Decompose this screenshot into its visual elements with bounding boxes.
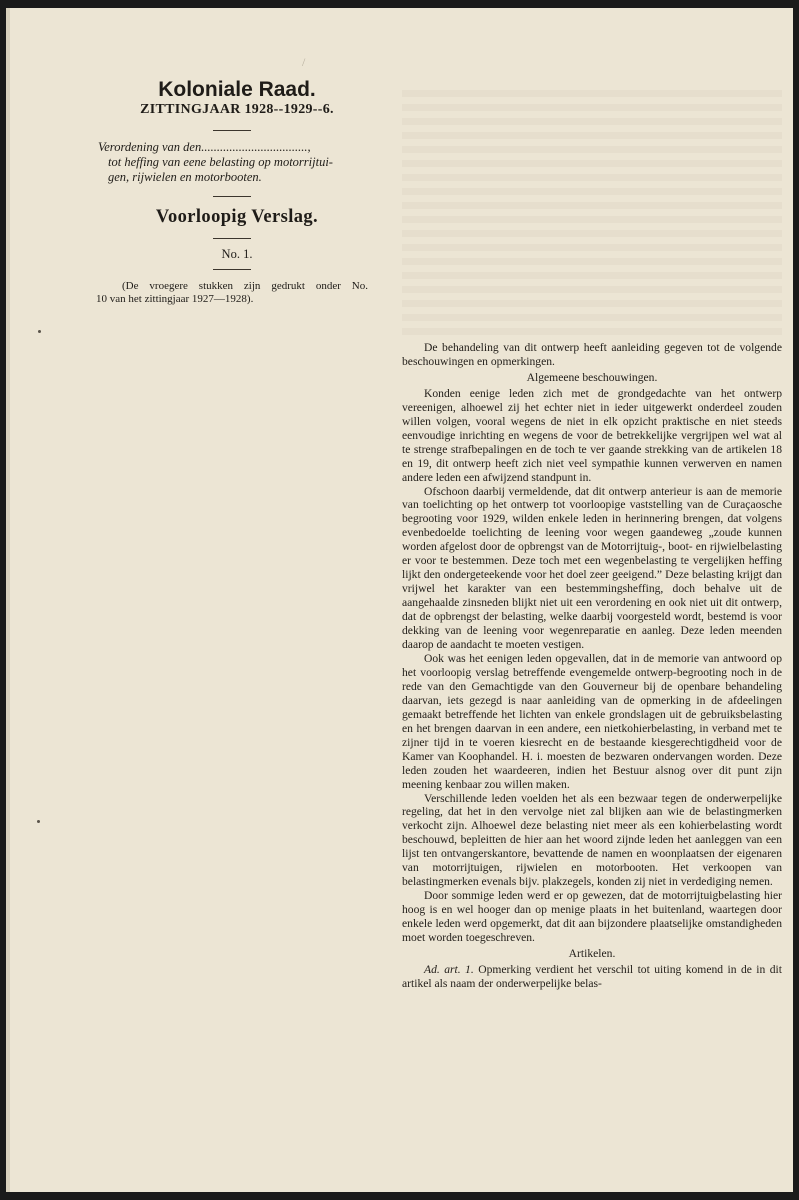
- speck-mark: [38, 330, 41, 333]
- note-line: 10 van het zittingjaar 1927—1928).: [96, 293, 254, 305]
- divider: [213, 130, 251, 131]
- prior-documents-note: [96, 280, 368, 306]
- body-paragraph: Konden eenige leden zich met de grondgedachte van het ontwerp vereenigen, alhoewel zij het echter niet in ieder uitgewerkt onderdeel zouden willen volgen, vooral wegens de niet in elk opzicht praktische en niet steeds eenvoudige inrichting en wegens de voor de betrekkelijke vergrijpen wel wat al te strenge strafbepalingen en de toch te ver gaande strekking van de artikelen 18 en 19, dit ontwerp heeft zich niet veel sympathie kunnen verwerven en namen andere leden een afwijzend standpunt in.: [402, 386, 782, 484]
- page-edge: [6, 8, 10, 1192]
- article-text: Opmerking verdient het verschil tot uiting komend in de in dit artikel als naam der onderwerpelijke belas-: [402, 962, 782, 990]
- section-heading-general: Algemeene beschouwingen.: [526, 370, 658, 384]
- report-number: No. 1.: [221, 247, 253, 261]
- body-paragraph: Verschillende leden voelden het als een bezwaar tegen de onderwerpelijke regeling, dat het in den vervolge niet zal blijken aan wie de belastingmerken verkocht zijn. Alhoewel deze belasting niet meer als een kohierbelasting wordt beschouwd, bepleitten de hier aan het woord zijnde leden het aanleggen van een lijst ten ontvangerskantore, bevattende de namen en woonplaatsen der eigenaren van motorrijtuigen, rijwielen en motorbooten. Het verkoopen van belastingmerken evenals bijv. plakzegels, konden zij niet in verdediging nemen.: [402, 791, 782, 889]
- article-paragraph: [402, 963, 782, 991]
- pencil-mark: /: [302, 55, 306, 69]
- section-heading-articles: Artikelen.: [568, 946, 616, 960]
- report-title: Voorloopig Verslag.: [155, 207, 319, 227]
- ordinance-line: Verordening van den..................................,: [98, 140, 311, 154]
- report-body: [402, 341, 782, 991]
- divider: [213, 269, 251, 270]
- ordinance-description: [96, 140, 368, 185]
- body-paragraph: Door sommige leden werd er op gewezen, dat de motorrijtuigbelasting hier hoog is en wel hooger dan op menige plaats in het buitenland, waartegen door enkele leden werd opgemerkt, dat dit aan bijzondere plaatselijke omstandigheden moet worden toegeschreven.: [402, 889, 782, 945]
- body-paragraph: Ofschoon daarbij vermeldende, dat dit ontwerp anterieur is aan de memorie van toelichting op het ontwerp tot voorloopige vaststelling van de Curaçaosche begrooting voor 1929, wilden enkele leden in herinnering brengen, dat volgens evenbedoelde toelichting de leening voor wegen gaandeweg „zoude kunnen worden afgelost door de opbrengst van de Motorrijtuig-, boot- en rijwielbelasting er voor te bestemmen. Deze toch met een wegenbelasting te vergelijken heffing lijkt den ondergeteekende voor het doel zeer geeigend.” Deze belasting krijgt dan vrijwel het karakter van een bestemmingsheffing, doch behalve uit de aangehaalde zinsneden blijkt niet uit een verordening en ook niet uit dit ontwerp, dat de opbrengst der belasting, welke daarbij voorgesteld wordt, bestemd is voor dekking van de leening voor wegenreparatie en aanleg. Deze leden meenden daarop de aandacht te moeten vestigen.: [402, 484, 782, 652]
- show-through-text: [402, 90, 782, 335]
- divider: [213, 238, 251, 239]
- council-title: Koloniale Raad.: [158, 78, 316, 101]
- body-paragraph: Ook was het eenigen leden opgevallen, dat in de memorie van antwoord op het voorloopig verslag betreffende evengemelde ontwerp-begrooting noch in de rede van den Gemachtigde van den Gouverneur bij de openbare behandeling daarvan, iets gezegd is naar aanleiding van de opmerking in de afdeelingen gemaakt betreffende het lichten van enkele grondslagen uit de gebruiksbelasting en het brengen daarvan in een andere, een nietkohierbelasting, in verband met te zijner tijd in te voeren kiesrecht en de bestaande kiesgerechtigdheid voor de Kamer van Koophandel. H. i. moesten de bezwaren ondervangen worden. Deze leden zouden het waardeeren, indien het Bestuur alsnog over dit punt zijn meening kenbaar zou willen maken.: [402, 651, 782, 791]
- ordinance-line: gen, rijwielen en motorbooten.: [108, 170, 262, 184]
- note-line: (De vroegere stukken zijn gedrukt onder No.: [122, 280, 368, 292]
- divider: [213, 196, 251, 197]
- session-year: ZITTINGJAAR 1928--1929--6.: [140, 102, 334, 117]
- intro-paragraph: De behandeling van dit ontwerp heeft aanleiding gegeven tot de volgende beschouwingen en opmerkingen.: [402, 341, 782, 368]
- speck-mark: [37, 820, 40, 823]
- ordinance-line: tot heffing van eene belasting op motorrijtui-: [108, 155, 333, 169]
- document-page: [6, 8, 793, 1192]
- article-label: Ad. art. 1.: [424, 962, 474, 976]
- header-column: [96, 78, 368, 306]
